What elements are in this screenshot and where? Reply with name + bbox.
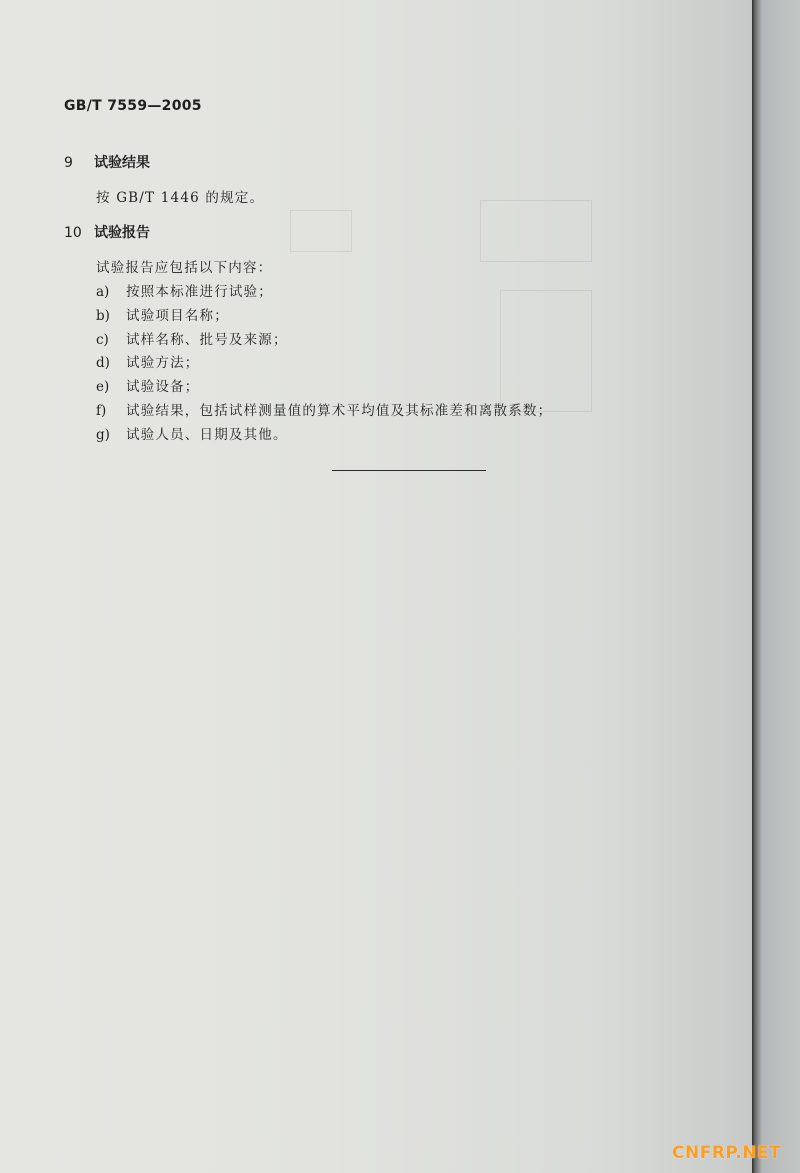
list-item	[96, 328, 288, 348]
list-item-text: 试验人员、日期及其他。	[126, 427, 288, 443]
bleed-through-frame	[500, 290, 592, 412]
section-title: 试验报告	[94, 225, 150, 241]
standard-number: GB/T 7559—2005	[64, 98, 202, 114]
list-item-text: 试验设备；	[126, 379, 200, 395]
book-spine-shadow	[752, 0, 800, 1173]
section-title: 试验结果	[94, 155, 150, 171]
list-item-mark: b)	[96, 308, 110, 324]
section-10-intro: 试验报告应包括以下内容：	[96, 260, 273, 276]
site-watermark: CNFRP.NET	[672, 1143, 782, 1163]
list-item-mark: d)	[96, 355, 110, 371]
list-item-mark: e)	[96, 379, 110, 395]
list-item-mark: c)	[96, 332, 109, 348]
list-item	[96, 423, 288, 443]
list-item	[96, 280, 273, 300]
list-item-mark: f)	[96, 403, 107, 419]
section-10-heading	[64, 222, 150, 242]
list-item	[96, 304, 229, 324]
end-of-document-rule	[332, 470, 486, 471]
list-item-mark: g)	[96, 427, 110, 443]
list-item	[96, 399, 552, 419]
section-number: 9	[64, 155, 73, 171]
bleed-through-frame	[480, 200, 592, 262]
list-item-text: 按照本标准进行试验；	[126, 284, 273, 300]
list-item-mark: a)	[96, 284, 110, 300]
section-number: 10	[64, 225, 82, 241]
list-item	[96, 351, 200, 371]
list-item-text: 试验方法；	[126, 355, 200, 371]
list-item-text: 试验结果，包括试样测量值的算术平均值及其标准差和离散系数；	[126, 403, 553, 419]
list-item	[96, 375, 200, 395]
section-9-text: 按 GB/T 1446 的规定。	[96, 190, 265, 206]
section-9-heading	[64, 152, 150, 172]
list-item-text: 试样名称、批号及来源；	[126, 332, 288, 348]
bleed-through-frame	[290, 210, 352, 252]
list-item-text: 试验项目名称；	[126, 308, 229, 324]
